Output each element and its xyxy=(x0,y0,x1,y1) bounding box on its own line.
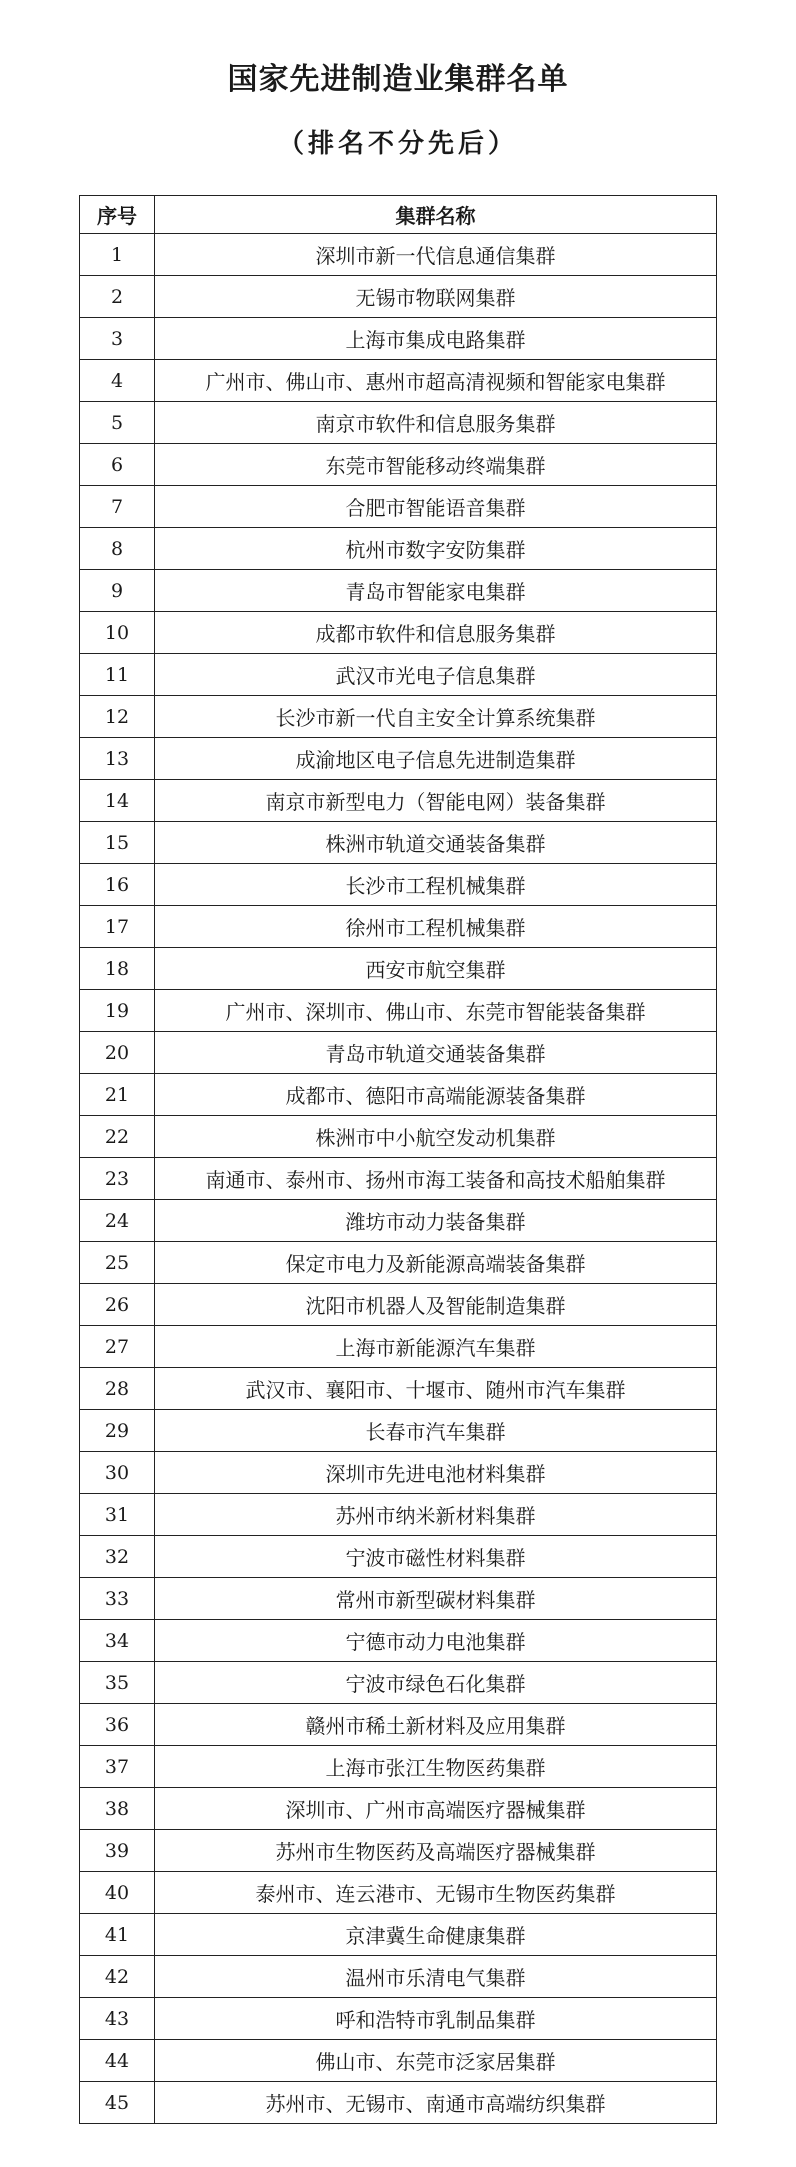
row-cluster-name: 佛山市、东莞市泛家居集群 xyxy=(155,2040,717,2082)
row-cluster-name: 温州市乐清电气集群 xyxy=(155,1956,717,1998)
row-cluster-name: 上海市张江生物医药集群 xyxy=(155,1746,717,1788)
row-index: 24 xyxy=(80,1200,155,1242)
row-cluster-name: 广州市、深圳市、佛山市、东莞市智能装备集群 xyxy=(155,990,717,1032)
row-cluster-name: 苏州市、无锡市、南通市高端纺织集群 xyxy=(155,2082,717,2124)
row-index: 23 xyxy=(80,1158,155,1200)
table-row xyxy=(80,1494,717,1536)
row-index: 33 xyxy=(80,1578,155,1620)
row-index: 14 xyxy=(80,780,155,822)
table-row xyxy=(80,612,717,654)
row-cluster-name: 宁波市绿色石化集群 xyxy=(155,1662,717,1704)
row-cluster-name: 株洲市中小航空发动机集群 xyxy=(155,1116,717,1158)
table-row xyxy=(80,1452,717,1494)
row-cluster-name: 宁波市磁性材料集群 xyxy=(155,1536,717,1578)
row-cluster-name: 南京市软件和信息服务集群 xyxy=(155,402,717,444)
table-row xyxy=(80,1158,717,1200)
row-cluster-name: 长沙市新一代自主安全计算系统集群 xyxy=(155,696,717,738)
row-cluster-name: 武汉市、襄阳市、十堰市、随州市汽车集群 xyxy=(155,1368,717,1410)
table-row xyxy=(80,528,717,570)
table-row xyxy=(80,444,717,486)
row-index: 32 xyxy=(80,1536,155,1578)
table-row xyxy=(80,1746,717,1788)
row-index: 36 xyxy=(80,1704,155,1746)
row-index: 13 xyxy=(80,738,155,780)
row-cluster-name: 东莞市智能移动终端集群 xyxy=(155,444,717,486)
table-row xyxy=(80,1872,717,1914)
row-index: 39 xyxy=(80,1830,155,1872)
row-cluster-name: 潍坊市动力装备集群 xyxy=(155,1200,717,1242)
row-index: 40 xyxy=(80,1872,155,1914)
row-index: 43 xyxy=(80,1998,155,2040)
row-cluster-name: 合肥市智能语音集群 xyxy=(155,486,717,528)
row-index: 9 xyxy=(80,570,155,612)
table-row xyxy=(80,486,717,528)
row-cluster-name: 徐州市工程机械集群 xyxy=(155,906,717,948)
table-row xyxy=(80,1662,717,1704)
row-cluster-name: 京津冀生命健康集群 xyxy=(155,1914,717,1956)
row-index: 37 xyxy=(80,1746,155,1788)
row-cluster-name: 深圳市先进电池材料集群 xyxy=(155,1452,717,1494)
cluster-table xyxy=(79,195,717,2124)
table-row xyxy=(80,696,717,738)
row-cluster-name: 西安市航空集群 xyxy=(155,948,717,990)
row-cluster-name: 深圳市新一代信息通信集群 xyxy=(155,234,717,276)
row-index: 41 xyxy=(80,1914,155,1956)
table-row xyxy=(80,234,717,276)
table-row xyxy=(80,1116,717,1158)
table-row xyxy=(80,1788,717,1830)
row-index: 16 xyxy=(80,864,155,906)
table-row xyxy=(80,1410,717,1452)
table-row xyxy=(80,1536,717,1578)
row-cluster-name: 成都市软件和信息服务集群 xyxy=(155,612,717,654)
table-row xyxy=(80,402,717,444)
table-row xyxy=(80,570,717,612)
row-cluster-name: 成渝地区电子信息先进制造集群 xyxy=(155,738,717,780)
table-row xyxy=(80,1200,717,1242)
row-index: 8 xyxy=(80,528,155,570)
table-row xyxy=(80,654,717,696)
table-row xyxy=(80,1620,717,1662)
row-cluster-name: 苏州市生物医药及高端医疗器械集群 xyxy=(155,1830,717,1872)
row-index: 22 xyxy=(80,1116,155,1158)
table-row xyxy=(80,1704,717,1746)
header-cluster-name: 集群名称 xyxy=(155,196,717,234)
row-index: 35 xyxy=(80,1662,155,1704)
row-index: 15 xyxy=(80,822,155,864)
row-index: 19 xyxy=(80,990,155,1032)
table-row xyxy=(80,2082,717,2124)
row-cluster-name: 武汉市光电子信息集群 xyxy=(155,654,717,696)
row-cluster-name: 长沙市工程机械集群 xyxy=(155,864,717,906)
row-index: 42 xyxy=(80,1956,155,1998)
row-cluster-name: 常州市新型碳材料集群 xyxy=(155,1578,717,1620)
table-row xyxy=(80,1998,717,2040)
row-index: 4 xyxy=(80,360,155,402)
row-cluster-name: 深圳市、广州市高端医疗器械集群 xyxy=(155,1788,717,1830)
row-cluster-name: 成都市、德阳市高端能源装备集群 xyxy=(155,1074,717,1116)
row-index: 29 xyxy=(80,1410,155,1452)
row-cluster-name: 保定市电力及新能源高端装备集群 xyxy=(155,1242,717,1284)
table-row xyxy=(80,1914,717,1956)
row-index: 45 xyxy=(80,2082,155,2124)
row-cluster-name: 南通市、泰州市、扬州市海工装备和高技术船舶集群 xyxy=(155,1158,717,1200)
row-index: 28 xyxy=(80,1368,155,1410)
row-cluster-name: 宁德市动力电池集群 xyxy=(155,1620,717,1662)
table-row xyxy=(80,906,717,948)
table-row xyxy=(80,1326,717,1368)
row-cluster-name: 苏州市纳米新材料集群 xyxy=(155,1494,717,1536)
table-body xyxy=(80,234,717,2124)
row-index: 31 xyxy=(80,1494,155,1536)
page-title: 国家先进制造业集群名单 xyxy=(227,62,569,97)
row-cluster-name: 株洲市轨道交通装备集群 xyxy=(155,822,717,864)
row-cluster-name: 呼和浩特市乳制品集群 xyxy=(155,1998,717,2040)
table-row xyxy=(80,1032,717,1074)
table-row xyxy=(80,318,717,360)
table-header-row xyxy=(80,196,717,234)
row-index: 6 xyxy=(80,444,155,486)
row-index: 20 xyxy=(80,1032,155,1074)
table-row xyxy=(80,1830,717,1872)
table-row xyxy=(80,990,717,1032)
row-index: 30 xyxy=(80,1452,155,1494)
row-index: 25 xyxy=(80,1242,155,1284)
row-cluster-name: 广州市、佛山市、惠州市超高清视频和智能家电集群 xyxy=(155,360,717,402)
page-subtitle: （排名不分先后） xyxy=(277,129,518,159)
row-index: 2 xyxy=(80,276,155,318)
table-row xyxy=(80,948,717,990)
table-row xyxy=(80,822,717,864)
row-index: 3 xyxy=(80,318,155,360)
row-cluster-name: 长春市汽车集群 xyxy=(155,1410,717,1452)
row-index: 12 xyxy=(80,696,155,738)
row-cluster-name: 上海市集成电路集群 xyxy=(155,318,717,360)
table-row xyxy=(80,276,717,318)
table-row xyxy=(80,1956,717,1998)
row-cluster-name: 泰州市、连云港市、无锡市生物医药集群 xyxy=(155,1872,717,1914)
row-cluster-name: 杭州市数字安防集群 xyxy=(155,528,717,570)
row-index: 21 xyxy=(80,1074,155,1116)
table-row xyxy=(80,864,717,906)
row-cluster-name: 青岛市轨道交通装备集群 xyxy=(155,1032,717,1074)
row-cluster-name: 上海市新能源汽车集群 xyxy=(155,1326,717,1368)
row-index: 27 xyxy=(80,1326,155,1368)
table-row xyxy=(80,1368,717,1410)
row-index: 5 xyxy=(80,402,155,444)
table-row xyxy=(80,1578,717,1620)
row-index: 18 xyxy=(80,948,155,990)
row-cluster-name: 青岛市智能家电集群 xyxy=(155,570,717,612)
row-index: 34 xyxy=(80,1620,155,1662)
header-index: 序号 xyxy=(80,196,155,234)
row-cluster-name: 赣州市稀土新材料及应用集群 xyxy=(155,1704,717,1746)
row-index: 17 xyxy=(80,906,155,948)
table-row xyxy=(80,2040,717,2082)
table-row xyxy=(80,738,717,780)
row-index: 10 xyxy=(80,612,155,654)
table-row xyxy=(80,1074,717,1116)
row-index: 11 xyxy=(80,654,155,696)
table-row xyxy=(80,780,717,822)
row-index: 7 xyxy=(80,486,155,528)
row-index: 26 xyxy=(80,1284,155,1326)
row-index: 44 xyxy=(80,2040,155,2082)
table-row xyxy=(80,360,717,402)
row-index: 38 xyxy=(80,1788,155,1830)
table-row xyxy=(80,1242,717,1284)
row-cluster-name: 沈阳市机器人及智能制造集群 xyxy=(155,1284,717,1326)
row-cluster-name: 无锡市物联网集群 xyxy=(155,276,717,318)
row-cluster-name: 南京市新型电力（智能电网）装备集群 xyxy=(155,780,717,822)
table-row xyxy=(80,1284,717,1326)
row-index: 1 xyxy=(80,234,155,276)
